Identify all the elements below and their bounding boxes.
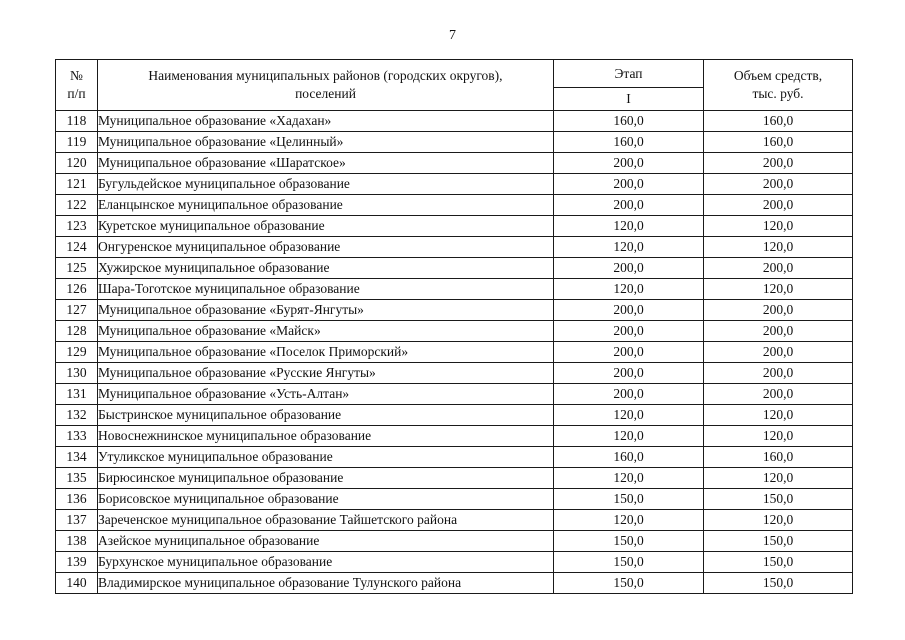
- stage-value: 120,0: [554, 426, 704, 447]
- row-number: 130: [56, 363, 98, 384]
- header-number-line1: №: [70, 68, 83, 84]
- stage-value: 150,0: [554, 573, 704, 594]
- volume-value: 120,0: [704, 237, 853, 258]
- row-number: 139: [56, 552, 98, 573]
- table-row: [56, 510, 853, 531]
- stage-value: 200,0: [554, 342, 704, 363]
- table-row: [56, 384, 853, 405]
- municipality-name: Бирюсинское муниципальное образование: [98, 468, 554, 489]
- municipality-name: Борисовское муниципальное образование: [98, 489, 554, 510]
- stage-value: 200,0: [554, 174, 704, 195]
- volume-value: 160,0: [704, 111, 853, 132]
- municipality-name: Муниципальное образование «Целинный»: [98, 132, 554, 153]
- table-row: [56, 174, 853, 195]
- volume-value: 160,0: [704, 132, 853, 153]
- stage-value: 120,0: [554, 510, 704, 531]
- table-row: [56, 468, 853, 489]
- row-number: 123: [56, 216, 98, 237]
- stage-value: 160,0: [554, 111, 704, 132]
- table-row: [56, 573, 853, 594]
- stage-value: 120,0: [554, 216, 704, 237]
- table-row: [56, 342, 853, 363]
- page-number: 7: [449, 28, 456, 43]
- stage-value: 150,0: [554, 489, 704, 510]
- municipality-name: Бугульдейское муниципальное образование: [98, 174, 554, 195]
- header-name: [98, 60, 554, 111]
- row-number: 133: [56, 426, 98, 447]
- volume-value: 160,0: [704, 447, 853, 468]
- row-number: 136: [56, 489, 98, 510]
- row-number: 118: [56, 111, 98, 132]
- header-stage-sub: I: [554, 88, 704, 111]
- stage-value: 160,0: [554, 132, 704, 153]
- table-body: [56, 111, 853, 594]
- header-volume-line1: Объем средств,: [733, 68, 823, 84]
- row-number: 127: [56, 300, 98, 321]
- table-row: [56, 321, 853, 342]
- stage-value: 200,0: [554, 321, 704, 342]
- table-row: [56, 426, 853, 447]
- row-number: 128: [56, 321, 98, 342]
- funding-table: [55, 59, 853, 594]
- header-stage: Этап: [554, 60, 704, 88]
- table-row: [56, 258, 853, 279]
- table-row: [56, 531, 853, 552]
- municipality-name: Бурхунское муниципальное образование: [98, 552, 554, 573]
- volume-value: 200,0: [704, 300, 853, 321]
- row-number: 131: [56, 384, 98, 405]
- stage-value: 200,0: [554, 195, 704, 216]
- stage-value: 200,0: [554, 153, 704, 174]
- table-row: [56, 405, 853, 426]
- municipality-name: Владимирское муниципальное образование Тулунского района: [98, 573, 554, 594]
- municipality-name: Муниципальное образование «Поселок Приморский»: [98, 342, 554, 363]
- municipality-name: Онгуренское муниципальное образование: [98, 237, 554, 258]
- row-number: 134: [56, 447, 98, 468]
- header-volume: [704, 60, 853, 111]
- municipality-name: Азейское муниципальное образование: [98, 531, 554, 552]
- table-row: [56, 279, 853, 300]
- municipality-name: Зареченское муниципальное образование Тайшетского района: [98, 510, 554, 531]
- row-number: 121: [56, 174, 98, 195]
- table-row: [56, 195, 853, 216]
- volume-value: 120,0: [704, 279, 853, 300]
- header-volume-line2: тыс. руб.: [752, 86, 804, 101]
- table-row: [56, 237, 853, 258]
- municipality-name: Муниципальное образование «Майск»: [98, 321, 554, 342]
- volume-value: 200,0: [704, 384, 853, 405]
- volume-value: 120,0: [704, 510, 853, 531]
- municipality-name: Муниципальное образование «Хадахан»: [98, 111, 554, 132]
- table-row: [56, 216, 853, 237]
- table-row: [56, 447, 853, 468]
- volume-value: 200,0: [704, 258, 853, 279]
- row-number: 119: [56, 132, 98, 153]
- volume-value: 150,0: [704, 552, 853, 573]
- row-number: 140: [56, 573, 98, 594]
- row-number: 122: [56, 195, 98, 216]
- header-number: [56, 60, 98, 111]
- row-number: 124: [56, 237, 98, 258]
- table-row: [56, 132, 853, 153]
- municipality-name: Муниципальное образование «Шаратское»: [98, 153, 554, 174]
- stage-value: 160,0: [554, 447, 704, 468]
- volume-value: 200,0: [704, 195, 853, 216]
- table-row: [56, 111, 853, 132]
- volume-value: 200,0: [704, 153, 853, 174]
- volume-value: 150,0: [704, 489, 853, 510]
- municipality-name: Новоснежнинское муниципальное образование: [98, 426, 554, 447]
- stage-value: 120,0: [554, 279, 704, 300]
- volume-value: 150,0: [704, 531, 853, 552]
- row-number: 129: [56, 342, 98, 363]
- stage-value: 120,0: [554, 237, 704, 258]
- stage-value: 200,0: [554, 384, 704, 405]
- stage-value: 200,0: [554, 258, 704, 279]
- volume-value: 200,0: [704, 321, 853, 342]
- stage-value: 150,0: [554, 552, 704, 573]
- volume-value: 200,0: [704, 363, 853, 384]
- stage-value: 120,0: [554, 405, 704, 426]
- stage-value: 200,0: [554, 300, 704, 321]
- municipality-name: Шара-Тоготское муниципальное образование: [98, 279, 554, 300]
- volume-value: 120,0: [704, 468, 853, 489]
- stage-value: 120,0: [554, 468, 704, 489]
- row-number: 125: [56, 258, 98, 279]
- municipality-name: Муниципальное образование «Русские Янгуты»: [98, 363, 554, 384]
- municipality-name: Еланцынское муниципальное образование: [98, 195, 554, 216]
- row-number: 126: [56, 279, 98, 300]
- header-name-line1: Наименования муниципальных районов (городских округов),: [148, 68, 503, 84]
- volume-value: 120,0: [704, 216, 853, 237]
- table-header: [56, 60, 853, 111]
- table-row: [56, 300, 853, 321]
- volume-value: 120,0: [704, 405, 853, 426]
- municipality-name: Муниципальное образование «Усть-Алтан»: [98, 384, 554, 405]
- table-row: [56, 363, 853, 384]
- table-row: [56, 552, 853, 573]
- row-number: 138: [56, 531, 98, 552]
- municipality-name: Утуликское муниципальное образование: [98, 447, 554, 468]
- stage-value: 200,0: [554, 363, 704, 384]
- volume-value: 150,0: [704, 573, 853, 594]
- header-number-line2: п/п: [67, 86, 86, 101]
- volume-value: 120,0: [704, 426, 853, 447]
- table-row: [56, 153, 853, 174]
- row-number: 120: [56, 153, 98, 174]
- municipality-name: Куретское муниципальное образование: [98, 216, 554, 237]
- header-name-line2: поселений: [295, 86, 356, 101]
- volume-value: 200,0: [704, 342, 853, 363]
- table-row: [56, 489, 853, 510]
- municipality-name: Хужирское муниципальное образование: [98, 258, 554, 279]
- row-number: 137: [56, 510, 98, 531]
- row-number: 132: [56, 405, 98, 426]
- stage-value: 150,0: [554, 531, 704, 552]
- municipality-name: Муниципальное образование «Бурят-Янгуты»: [98, 300, 554, 321]
- municipality-name: Быстринское муниципальное образование: [98, 405, 554, 426]
- row-number: 135: [56, 468, 98, 489]
- volume-value: 200,0: [704, 174, 853, 195]
